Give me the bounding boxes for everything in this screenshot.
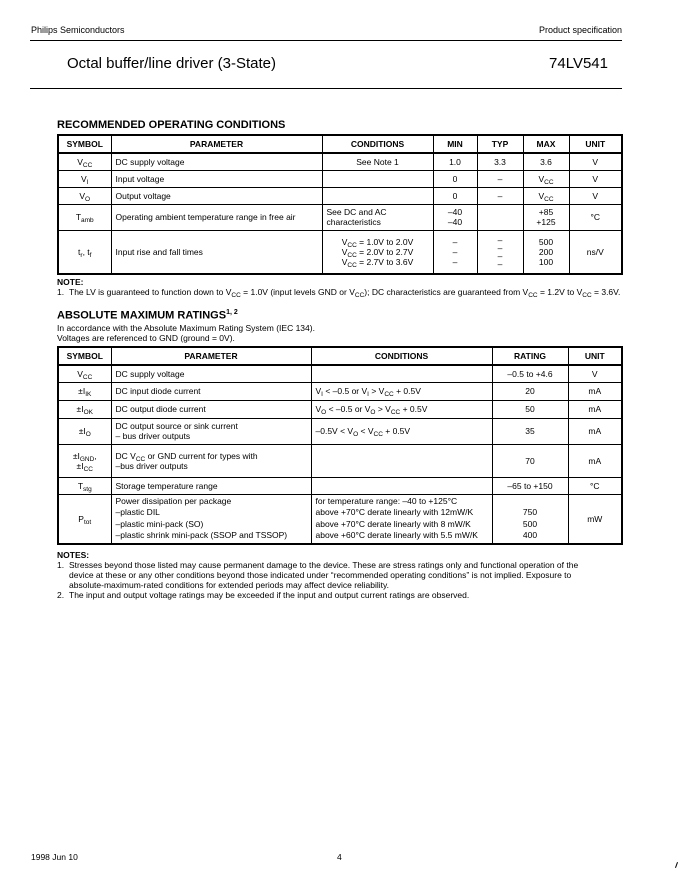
conditions-cell: $V_I < -0.5$ or $V_I > V_{CC} + 0.5V$ xyxy=(311,382,492,400)
parameter-cell: DC input diode current xyxy=(111,382,311,400)
page-title: Octal buffer/line driver (3-State) xyxy=(67,55,276,72)
parameter-cell: Power dissipation per package –plastic DIL –plastic mini-pack (SO) –plastic shrink mini-pack (SSOP and TSSOP) xyxy=(111,494,311,544)
unit-cell: mW xyxy=(568,494,622,544)
amr-notes xyxy=(57,550,627,600)
table-row xyxy=(58,204,622,230)
part-number: 74LV541 xyxy=(549,55,608,72)
table-row xyxy=(58,153,622,170)
conditions-cell: $-0.5V < V_O < V_{CC} + 0.5V$ xyxy=(311,418,492,444)
symbol-cell: $t_r$, $t_f$ xyxy=(58,230,111,274)
unit-cell: ns/V xyxy=(569,230,622,274)
conditions-cell xyxy=(311,365,492,382)
unit-cell: mA xyxy=(568,444,622,477)
col-conditions: CONDITIONS xyxy=(322,135,433,153)
min-cell: –40 –40 xyxy=(433,204,477,230)
amr-heading: ABSOLUTE MAXIMUM RATINGS$^{1, 2}$ xyxy=(57,309,238,322)
amr-header-row xyxy=(58,347,622,365)
min-cell: 0 xyxy=(433,170,477,187)
title-rule xyxy=(30,88,622,89)
notes-label: NOTES: xyxy=(57,550,90,560)
col-typ: TYP xyxy=(477,135,523,153)
symbol-cell: $P_{tot}$ xyxy=(58,494,111,544)
footer-date: 1998 Jun 10 xyxy=(31,852,78,862)
table-row xyxy=(58,187,622,204)
page-number: 4 xyxy=(337,852,342,862)
parameter-cell: Storage temperature range xyxy=(111,477,311,494)
parameter-cell: DC output source or sink current – bus driver outputs xyxy=(111,418,311,444)
conditions-cell: See Note 1 xyxy=(322,153,433,170)
typ-cell: – – – – xyxy=(477,230,523,274)
corner-mark xyxy=(675,862,678,868)
col-max: MAX xyxy=(523,135,569,153)
conditions-cell: See DC and AC characteristics xyxy=(322,204,433,230)
symbol-cell: $\pm I_{OK}$ xyxy=(58,400,111,418)
col-parameter: PARAMETER xyxy=(111,135,322,153)
symbol-cell: $T_{stg}$ xyxy=(58,477,111,494)
roc-notes xyxy=(57,277,627,297)
min-cell: 0 xyxy=(433,187,477,204)
table-row xyxy=(58,418,622,444)
parameter-cell: DC supply voltage xyxy=(111,365,311,382)
col-symbol: SYMBOL xyxy=(58,347,111,365)
max-cell: $V_{CC}$ xyxy=(523,187,569,204)
note-label: NOTE: xyxy=(57,277,84,287)
roc-table xyxy=(57,134,623,275)
parameter-cell: Operating ambient temperature range in free air xyxy=(111,204,322,230)
table-row xyxy=(58,400,622,418)
max-cell: 500 200 100 xyxy=(523,230,569,274)
unit-cell: mA xyxy=(568,382,622,400)
symbol-cell: $\pm I_O$ xyxy=(58,418,111,444)
note-item: 1. Stresses beyond those listed may cause permanent damage to the device. These are stress ratings only and functional operation of the device at these or any other conditions beyond those indicated under “recommended operating conditions” is not implied. Exposure to absolute-maximum-rated conditions for extended periods may affect device reliability. xyxy=(57,560,579,590)
rating-cell: 50 xyxy=(492,400,568,418)
min-cell: 1.0 xyxy=(433,153,477,170)
max-cell: 3.6 xyxy=(523,153,569,170)
typ-cell: – xyxy=(477,170,523,187)
company-name: Philips Semiconductors xyxy=(31,25,125,35)
unit-cell: V xyxy=(569,187,622,204)
col-unit: UNIT xyxy=(568,347,622,365)
parameter-cell: Output voltage xyxy=(111,187,322,204)
symbol-cell: $V_O$ xyxy=(58,187,111,204)
rating-cell: 70 xyxy=(492,444,568,477)
unit-cell: mA xyxy=(568,418,622,444)
col-conditions: CONDITIONS xyxy=(311,347,492,365)
parameter-cell: Input voltage xyxy=(111,170,322,187)
unit-cell: V xyxy=(569,153,622,170)
unit-cell: V xyxy=(568,365,622,382)
conditions-cell: for temperature range: –40 to +125°C above +70°C derate linearly with 12mW/K above +70°C derate linearly with 8 mW/K above +60°C derate linearly with 5.5 mW/K xyxy=(311,494,492,544)
table-row xyxy=(58,365,622,382)
col-unit: UNIT xyxy=(569,135,622,153)
roc-header-row xyxy=(58,135,622,153)
max-cell: +85 +125 xyxy=(523,204,569,230)
rating-cell: –0.5 to +4.6 xyxy=(492,365,568,382)
parameter-cell: Input rise and fall times xyxy=(111,230,322,274)
col-min: MIN xyxy=(433,135,477,153)
table-row xyxy=(58,444,622,477)
typ-cell xyxy=(477,204,523,230)
symbol-cell: $V_{CC}$ xyxy=(58,365,111,382)
max-cell: $V_{CC}$ xyxy=(523,170,569,187)
symbol-cell: $T_{amb}$ xyxy=(58,204,111,230)
symbol-cell: $\pm I_{IK}$ xyxy=(58,382,111,400)
conditions-cell xyxy=(311,444,492,477)
note-item: 1. The LV is guaranteed to function down to $V_{CC} = 1.0V$ (input levels GND or $V_{CC}$); DC characteristics are guaranteed from $V_{CC} = 1.2V$ to $V_{CC} = 3.6V$. xyxy=(57,287,621,299)
unit-cell: °C xyxy=(569,204,622,230)
roc-heading: RECOMMENDED OPERATING CONDITIONS xyxy=(57,119,286,131)
rating-cell: 20 xyxy=(492,382,568,400)
col-symbol: SYMBOL xyxy=(58,135,111,153)
symbol-cell: $V_I$ xyxy=(58,170,111,187)
unit-cell: mA xyxy=(568,400,622,418)
rating-cell: 35 xyxy=(492,418,568,444)
typ-cell: – xyxy=(477,187,523,204)
symbol-cell: $\pm I_{GND}$, $\pm I_{CC}$ xyxy=(58,444,111,477)
symbol-cell: $V_{CC}$ xyxy=(58,153,111,170)
rating-cell: 750 500 400 xyxy=(492,494,568,544)
min-cell: – – – xyxy=(433,230,477,274)
header-rule xyxy=(30,40,622,41)
amr-table xyxy=(57,346,623,545)
document-type: Product specification xyxy=(538,25,622,35)
conditions-cell: $V_{CC} = 1.0V$ to 2.0V $V_{CC} = 2.0V$ to 2.7V $V_{CC} = 2.7V$ to 3.6V xyxy=(322,230,433,274)
conditions-cell xyxy=(322,187,433,204)
table-row xyxy=(58,494,622,544)
conditions-cell xyxy=(311,477,492,494)
col-rating: RATING xyxy=(492,347,568,365)
table-row xyxy=(58,170,622,187)
note-item: 2. The input and output voltage ratings may be exceeded if the input and output current ratings are observed. xyxy=(57,590,470,600)
unit-cell: °C xyxy=(568,477,622,494)
unit-cell: V xyxy=(569,170,622,187)
conditions-cell xyxy=(322,170,433,187)
typ-cell: 3.3 xyxy=(477,153,523,170)
table-row xyxy=(58,230,622,274)
col-parameter: PARAMETER xyxy=(111,347,311,365)
rating-cell: –65 to +150 xyxy=(492,477,568,494)
conditions-cell: $V_O < -0.5$ or $V_O > V_{CC} + 0.5V$ xyxy=(311,400,492,418)
parameter-cell: DC output diode current xyxy=(111,400,311,418)
parameter-cell: DC $V_{CC}$ or GND current for types with –bus driver outputs xyxy=(111,444,311,477)
amr-intro: In accordance with the Absolute Maximum Rating System (IEC 134). Voltages are referenced to GND (ground = 0V). xyxy=(57,323,315,343)
table-row xyxy=(58,477,622,494)
parameter-cell: DC supply voltage xyxy=(111,153,322,170)
table-row xyxy=(58,382,622,400)
